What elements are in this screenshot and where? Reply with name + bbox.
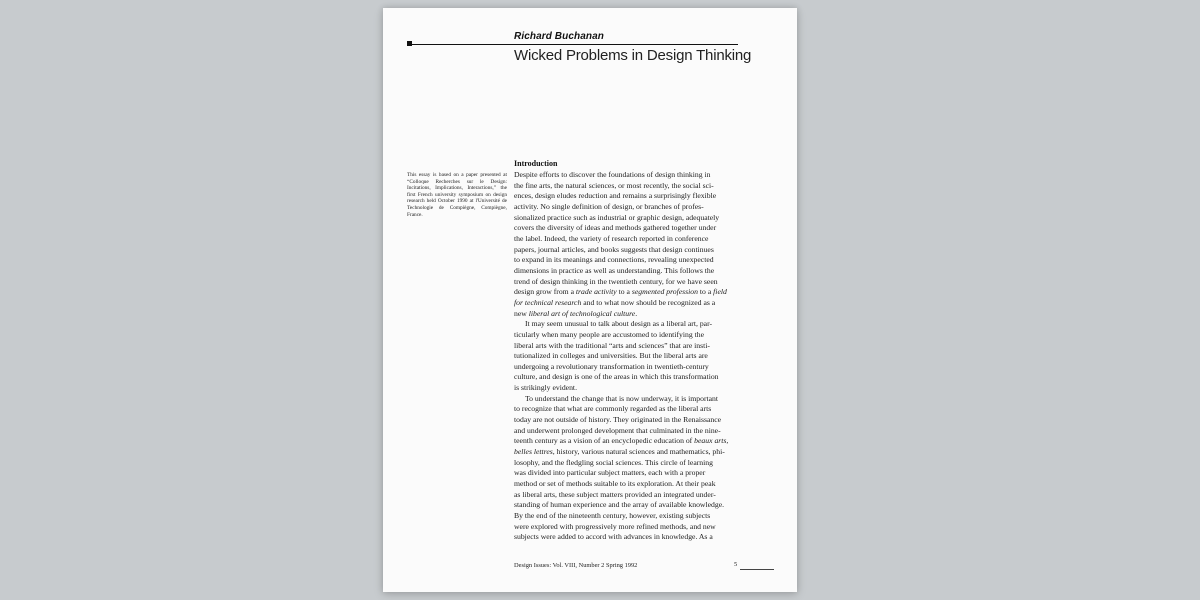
body-line: sionalized practice such as industrial or graphic design, adequately xyxy=(514,212,720,222)
body-line: were explored with progressively more refined methods, and new xyxy=(514,521,716,531)
body-line: today are not outside of history. They originated in the Renaissance xyxy=(514,415,722,425)
body-line: activity. No single definition of design, or branches of profes- xyxy=(514,201,704,211)
body-line: standing of human experience and the array of available knowledge. xyxy=(514,500,725,510)
body-line: new liberal art of technological culture. xyxy=(514,308,638,318)
body-line: the fine arts, the natural sciences, or most recently, the social sci- xyxy=(514,180,714,190)
page-number-rule xyxy=(740,569,774,570)
body-line: method or set of methods suitable to its exploration. At their peak xyxy=(514,479,716,489)
body-line: subjects were added to accord with advances in knowledge. As a xyxy=(514,532,713,542)
article-title: Wicked Problems in Design Thinking xyxy=(514,47,752,64)
body-line: design grow from a trade activity to a segmented profession to a field xyxy=(514,287,727,297)
body-line: covers the diversity of ideas and methods gathered together under xyxy=(514,223,717,233)
footer-citation: Design Issues: Vol. VIII, Number 2 Spring 1992 xyxy=(514,562,638,569)
body-line: the label. Indeed, the variety of research reported in conference xyxy=(514,233,709,243)
document-page xyxy=(383,8,797,592)
section-heading: Introduction xyxy=(514,159,558,168)
body-line: is strikingly evident. xyxy=(514,383,577,393)
body-line: undergoing a revolutionary transformation in twentieth-century xyxy=(514,361,709,371)
author-name: Richard Buchanan xyxy=(514,31,604,42)
body-line: ences, design eludes reduction and remains a surprisingly flexible xyxy=(514,191,717,201)
body-text xyxy=(514,170,740,543)
body-line: culture, and design is one of the areas in which this transformation xyxy=(514,372,719,382)
body-line: as liberal arts, these subject matters provided an integrated under- xyxy=(514,489,716,499)
body-line: trend of design thinking in the twentieth century, for we have seen xyxy=(514,276,718,286)
body-line: for technical research and to what now should be recognized as a xyxy=(514,297,716,307)
body-line: tutionalized in colleges and universities. But the liberal arts are xyxy=(514,351,708,361)
body-line: and underwent prolonged development that culminated in the nine- xyxy=(514,425,721,435)
body-line: teenth century as a vision of an encyclopedic education of beaux arts, xyxy=(514,436,729,446)
body-line: losophy, and the fledgling social sciences. This circle of learning xyxy=(514,457,713,467)
margin-note: This essay is based on a paper presented at “Colloque Recherches sur le Design: Incitations, Implications, Interactions,” the first French university symposium on design research held October 1990 at l'Université de Technologie de Compiègne, Compiègne, France. xyxy=(407,172,507,218)
body-line: Despite efforts to discover the foundations of design thinking in xyxy=(514,170,711,179)
body-line: ticularly when many people are accustomed to identifying the xyxy=(514,329,704,339)
header-rule xyxy=(412,44,738,45)
body-line: dimensions in practice as well as understanding. This follows the xyxy=(514,265,715,275)
body-line: to recognize that what are commonly regarded as the liberal arts xyxy=(514,404,712,414)
body-line: By the end of the nineteenth century, however, existing subjects xyxy=(514,511,711,520)
body-line: It may seem unusual to talk about design as a liberal art, par- xyxy=(525,319,713,329)
body-line: belles lettres, history, various natural sciences and mathematics, phi- xyxy=(514,447,725,457)
body-line: papers, journal articles, and books suggests that design continues xyxy=(514,244,714,254)
page-number: 5 xyxy=(734,561,738,568)
body-line: to expand in its meanings and connections, revealing unexpected xyxy=(514,255,714,265)
body-line: To understand the change that is now underway, it is important xyxy=(525,393,719,403)
body-line: liberal arts with the traditional “arts and sciences” that are insti- xyxy=(514,340,710,350)
body-line: was divided into particular subject matters, each with a proper xyxy=(514,468,706,478)
